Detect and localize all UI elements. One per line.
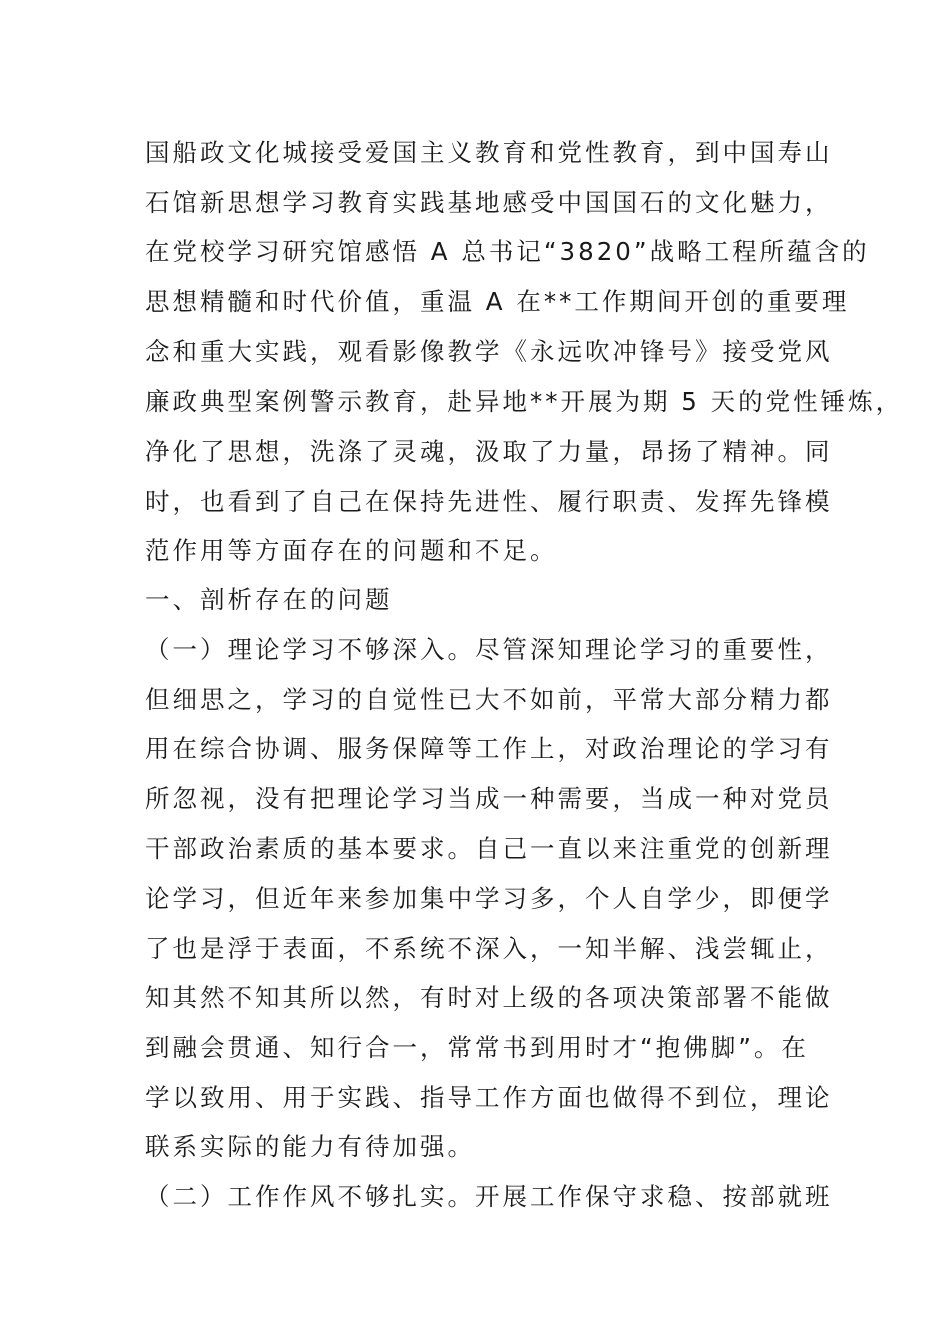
- text-line: 石馆新思想学习教育实践基地感受中国国石的文化魅力，: [145, 188, 833, 217]
- text-line: 论学习，但近年来参加集中学习多，个人自学少，即便学: [145, 884, 833, 913]
- text-line: 在党校学习研究馆感悟 A 总书记“3820”战略工程所蕴含的: [145, 237, 870, 266]
- text-line: 时，也看到了自己在保持先进性、履行职责、发挥先锋模: [145, 487, 833, 516]
- text-line: 念和重大实践，观看影像教学《永远吹冲锋号》接受党风: [145, 337, 833, 366]
- text-line: 思想精髓和时代价值，重温 A 在**工作期间开创的重要理: [145, 287, 850, 316]
- text-line: 干部政治素质的基本要求。自己一直以来注重党的创新理: [145, 834, 833, 863]
- text-line: 学以致用、用于实践、指导工作方面也做得不到位，理论: [145, 1083, 833, 1112]
- text-line: 但细思之，学习的自觉性已大不如前，平常大部分精力都: [145, 685, 833, 714]
- text-line: 用在综合协调、服务保障等工作上，对政治理论的学习有: [145, 734, 833, 763]
- text-line: 国船政文化城接受爱国主义教育和党性教育，到中国寿山: [145, 138, 833, 167]
- text-line: （一）理论学习不够深入。尽管深知理论学习的重要性，: [145, 635, 833, 664]
- text-line: 联系实际的能力有待加强。: [145, 1132, 475, 1161]
- text-line: 范作用等方面存在的问题和不足。: [145, 536, 558, 565]
- text-line: 净化了思想，洗涤了灵魂，汲取了力量，昂扬了精神。同: [145, 437, 833, 466]
- text-line: 到融会贯通、知行合一，常常书到用时才“抱佛脚”。在: [145, 1033, 809, 1062]
- text-line: 知其然不知其所以然，有时对上级的各项决策部署不能做: [145, 983, 833, 1012]
- section-heading: 一、剖析存在的问题: [145, 585, 393, 614]
- text-line: 廉政典型案例警示教育，赴异地**开展为期 5 天的党性锤炼，: [145, 387, 904, 416]
- text-line: 所忽视，没有把理论学习当成一种需要，当成一种对党员: [145, 784, 833, 813]
- text-line: （二）工作作风不够扎实。开展工作保守求稳、按部就班: [145, 1182, 833, 1211]
- text-line: 了也是浮于表面，不系统不深入，一知半解、浅尝辄止，: [145, 934, 833, 963]
